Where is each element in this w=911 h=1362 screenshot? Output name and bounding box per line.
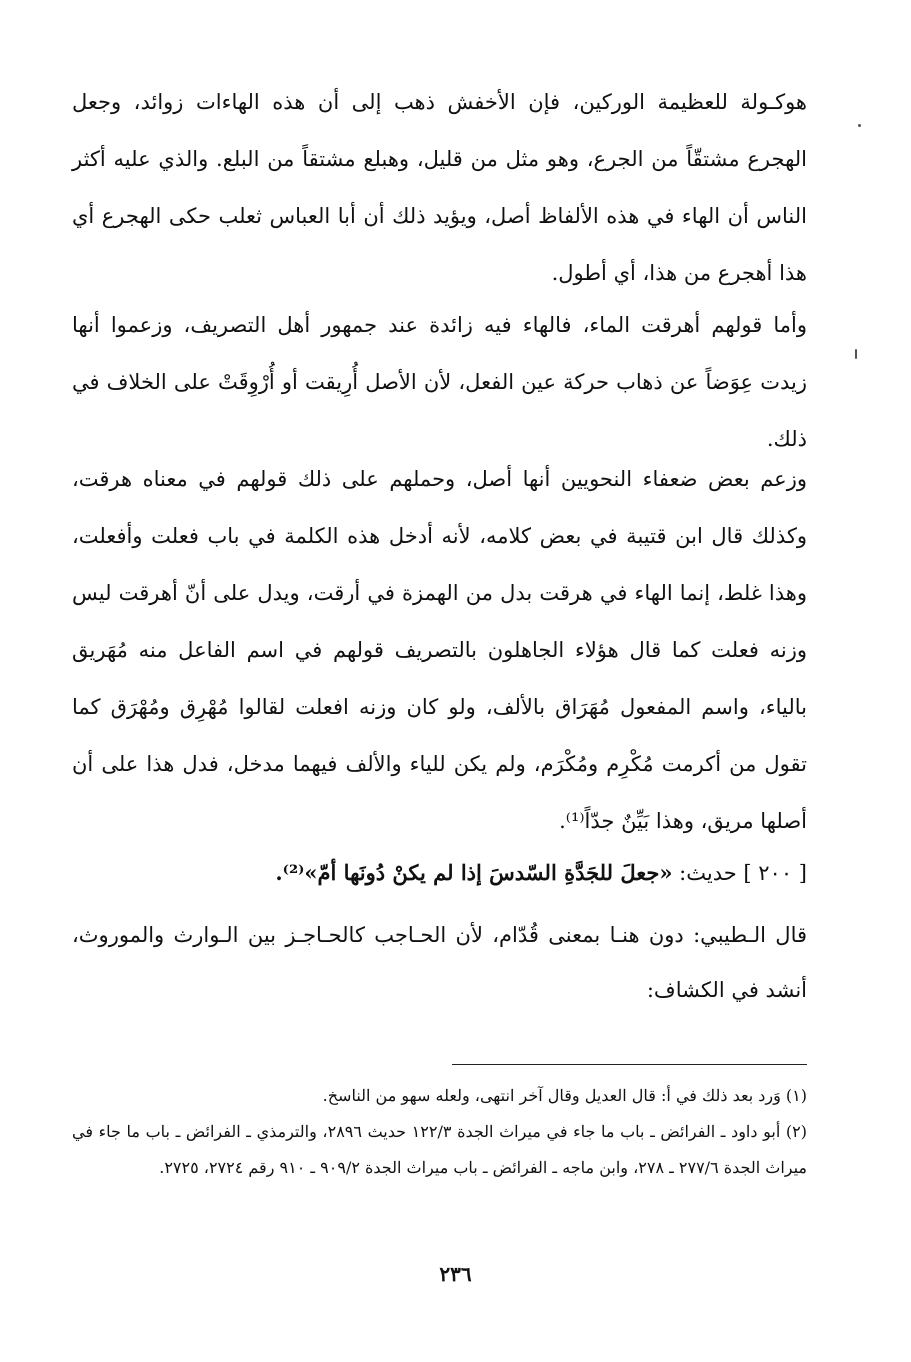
page-number: ٢٣٦ <box>439 1262 472 1286</box>
scan-mark <box>855 349 857 359</box>
body-paragraph-3: وزعم بعض ضعفاء النحويين أنها أصل، وحملهم على ذلك قولهم في معناه هرقت، وكذلك قال ابن قتيبة في بعض كلامه، لأنه أدخل هذه الكلمة في باب فعلت وأفعلت، وهذا غلط، إنما الهاء في هرقت بدل من الهمزة في أرقت، ويدل على أنّ أهرقت ليس وزنه فعلت كما قال هؤلاء الجاهلون بالتصريف قولهم في اسم الفاعل منه مُهَريق بالياء، واسم المفعول مُهَرَاق بالألف، ولو كان وزنه افعلت لقالوا مُهْرِق ومُهْرَق كما تقول من أكرمت مُكْرِم ومُكْرَم، ولم يكن للياء والألف فيهما مدخل، فدل هذا على أن أصلها مريق، وهذا بَيِّنٌ جدّاً⁽¹⁾. <box>72 467 807 833</box>
footnote-1: (١) وَرد بعد ذلك في أ: قال العديل وقال آخر انتهى، ولعله سهو من الناسخ. <box>322 1086 807 1105</box>
footnote-2: (٢) أبو داود ـ الفرائض ـ باب ما جاء في ميراث الجدة ١٢٢/٣ حديث ٢٨٩٦، والترمذي ـ الفرائض ـ باب ما جاء في ميراث الجدة ٢٧٧/٦ ـ ٢٧٨، وابن ماجه ـ الفرائض ـ باب ميراث الجدة ٩٠٩/٢ ـ ٩١٠ رقم ٢٧٢٤، ٢٧٢٥. <box>72 1122 807 1177</box>
hadith-number: [ ٢٠٠ ] <box>743 861 807 885</box>
hadith-heading <box>72 848 807 898</box>
body-paragraph-4: قال الـطيبي: دون هنـا بمعنى قُدّام، لأن الحـاجب كالحـاجـز بين الـوارث والموروث، أنشد في الكشاف: <box>72 923 807 1002</box>
scan-speck <box>858 124 861 127</box>
hadith-text: «جعلَ للجَدَّةِ السّدسَ إذا لم يكنْ دُونَها أمّ»⁽²⁾. <box>275 860 673 885</box>
body-paragraph-2: وأما قولهم أهرقت الماء، فالهاء فيه زائدة عند جمهور أهل التصريف، وزعموا أنها زيدت عِوَضاً عن ذهاب حركة عين الفعل، لأن الأصل أُرِيقت أو أُرْوِقَتْ على الخلاف في ذلك. <box>72 313 807 451</box>
footnotes <box>72 1078 807 1186</box>
body-paragraph-1: هوكـولة للعظيمة الوركين، فإن الأخفش ذهب إلى أن هذه الهاءات زوائد، وجعل الهجرع مشتقّاً من الجرع، وهو مثل من قليل، وهبلع مشتقاً من البلع. والذي عليه أكثر الناس أن الهاء في هذه الألفاظ أصل، ويؤيد ذلك أن أبا العباس ثعلب حكى الهجرع أي هذا أهجرع من هذا، أي أطول. <box>72 90 807 285</box>
hadith-label: حديث: <box>679 861 737 885</box>
footnote-separator <box>452 1064 807 1065</box>
